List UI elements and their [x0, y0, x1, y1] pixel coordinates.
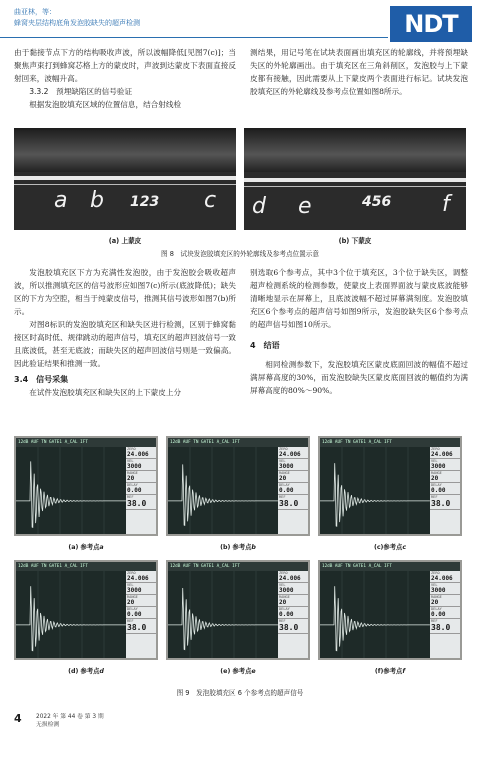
scope-parameter-panel — [126, 571, 156, 658]
echo-trace — [320, 586, 430, 651]
echo-trace — [16, 461, 126, 527]
figure8-subcaption-a: (a) 上蒙皮 — [108, 237, 142, 245]
parameter-value: 38.0 — [278, 623, 308, 634]
ultrasonic-scope-screen — [318, 436, 462, 536]
left-column-middle — [14, 266, 236, 399]
parameter-label: RANGE — [279, 595, 290, 599]
subsection-heading: 3.3.2 预埋缺陷区的信号验证 — [29, 87, 133, 96]
parameter-value: 24.006 — [430, 451, 460, 459]
paragraph: 在试件发泡胶填充区和缺失区的上下蒙皮上分 — [29, 388, 182, 397]
parameter-label: DELAY — [127, 607, 138, 611]
parameter-label: ZERO — [431, 447, 440, 451]
a-scan-waveform — [16, 447, 126, 534]
scope-parameter-panel — [278, 571, 308, 658]
journal-info — [36, 713, 104, 729]
reference-point-letter: e — [251, 668, 256, 675]
scope-status-bar: 12dB AUF TN GATE1 A_CAL IFT — [16, 562, 156, 571]
parameter-value: 0.00 — [278, 487, 308, 495]
reference-point-letter: f — [402, 668, 406, 675]
parameter-value: 38.0 — [126, 499, 156, 510]
scope-status-bar: 12dB AUF TN GATE1 A_CAL IFT — [320, 562, 460, 571]
parameter-label: VEL — [431, 583, 438, 587]
parameter-value: 0.00 — [126, 487, 156, 495]
scope-subcaption: (f)参考点f — [374, 668, 406, 675]
figure8-upper-skin-photo — [14, 128, 236, 230]
parameter-label: VEL — [127, 459, 134, 463]
parameter-value: 24.006 — [278, 451, 308, 459]
scope-status-bar: 12dB AUF TN GATE1 A_CAL IFT — [168, 438, 308, 447]
scope-parameter-panel — [126, 447, 156, 534]
paragraph: 发泡胶填充区下方为充满性发泡胶，由于发泡胶会吸收超声波，所以推测填充区的信号波形应如图7(c)所示(底波降低)；缺失区的下方为空腔，相当于纯蒙皮信号，推测其信号波形如图7(b)所示。 — [14, 268, 236, 316]
parameter-value: 20 — [430, 475, 460, 483]
parameter-label: ZERO — [127, 571, 136, 575]
echo-trace — [16, 586, 126, 651]
marker-label: b — [90, 188, 104, 213]
a-scan-waveform — [320, 571, 430, 658]
scope-parameter-panel — [430, 571, 460, 658]
parameter-label: VEL — [279, 583, 286, 587]
panel-edge — [244, 178, 466, 182]
parameter-value: 3000 — [126, 587, 156, 595]
scope-subcaption: (a) 参考点a — [68, 544, 104, 551]
right-column-middle — [250, 266, 468, 397]
parameter-value: 3000 — [430, 587, 460, 595]
echo-trace — [168, 588, 278, 650]
panel-edge — [14, 176, 236, 180]
scope-subcaption: (b) 参考点b — [220, 544, 256, 551]
scope-status-bar: 12dB AUF TN GATE1 A_CAL IFT — [16, 438, 156, 447]
parameter-value: 20 — [278, 475, 308, 483]
parameter-value: 20 — [126, 599, 156, 607]
parameter-label: REF — [127, 619, 134, 623]
parameter-label: REF — [431, 495, 438, 499]
section-heading: 3.4 信号采集 — [14, 375, 69, 384]
parameter-value: 0.00 — [126, 611, 156, 619]
parameter-label: VEL — [127, 583, 134, 587]
parameter-value: 20 — [278, 599, 308, 607]
parameter-label: DELAY — [431, 483, 442, 487]
parameter-value: 0.00 — [430, 487, 460, 495]
marker-label: c — [204, 188, 217, 213]
a-scan-waveform — [320, 447, 430, 534]
parameter-label: VEL — [279, 459, 286, 463]
reference-point-letter: a — [99, 544, 104, 551]
ultrasonic-scope-screen — [318, 560, 462, 660]
parameter-label: VEL — [431, 459, 438, 463]
parameter-label: REF — [431, 619, 438, 623]
parameter-value: 20 — [126, 475, 156, 483]
echo-trace — [320, 463, 430, 526]
parameter-value: 38.0 — [126, 623, 156, 634]
ultrasonic-scope-screen — [166, 560, 310, 660]
parameter-label: ZERO — [279, 571, 288, 575]
scope-parameter-panel — [278, 447, 308, 534]
reference-point-letter: b — [251, 544, 256, 551]
figure8-lower-skin-photo — [244, 128, 466, 230]
marker-label: e — [298, 194, 312, 219]
header-running-title: 蜂窝夹层结构底角发泡胶缺失的超声检测 — [14, 19, 140, 27]
figure8-caption: 图 8 试块发泡胶填充区的外轮廓线及参考点位置示意 — [161, 250, 319, 258]
ultrasonic-scope-screen — [14, 436, 158, 536]
parameter-label: REF — [127, 495, 134, 499]
panel-edge — [244, 186, 466, 187]
a-scan-waveform — [16, 571, 126, 658]
parameter-label: ZERO — [127, 447, 136, 451]
echo-trace — [168, 464, 278, 525]
paragraph: 对图8标识的发泡胶填充区和缺失区进行检测，区别于蜂窝黏接区时高时低、规律跳动的超声信号，填充区的超声回波信号一致且底波低，甚至无底波；而缺失区的超声回波信号则是一致偏高。因此验证结果和推测一致。 — [14, 320, 236, 368]
paragraph: 相同检测参数下，发泡胶填充区蒙皮底面回波的幅值不超过满屏幕高度的30%，而发泡胶缺失区蒙皮底面回波的幅值约为满屏幕高度的80%～90%。 — [250, 360, 468, 395]
marker-label: 123 — [130, 194, 160, 210]
journal-issue: 2022 年 第 44 卷 第 3 期 — [36, 714, 104, 720]
parameter-value: 38.0 — [430, 623, 460, 634]
parameter-value: 3000 — [126, 463, 156, 471]
marker-label: f — [442, 192, 450, 217]
paragraph: 根据发泡胶填充区域的位置信息，结合射线检 — [29, 100, 182, 109]
parameter-label: ZERO — [431, 571, 440, 575]
scope-status-bar: 12dB AUF TN GATE1 A_CAL IFT — [320, 438, 460, 447]
parameter-value: 24.006 — [126, 575, 156, 583]
header-authors: 曲亚林，等： — [14, 8, 56, 16]
parameter-value: 3000 — [278, 463, 308, 471]
parameter-label: DELAY — [279, 483, 290, 487]
scope-status-bar: 12dB AUF TN GATE1 A_CAL IFT — [168, 562, 308, 571]
scope-subcaption: (d) 参考点d — [68, 668, 104, 675]
a-scan-waveform — [168, 571, 278, 658]
parameter-label: DELAY — [431, 607, 442, 611]
parameter-value: 0.00 — [430, 611, 460, 619]
reference-point-letter: d — [99, 668, 104, 675]
marker-label: d — [252, 194, 266, 219]
marker-label: a — [54, 188, 68, 213]
paragraph: 测结果，用记号笔在试块表面画出填充区的轮廓线，并将预埋缺失区的外轮廓画出。由于填充区在三角斜削区，发泡胶与上下蒙皮都有接触，因此需要从上下蒙皮两个表面进行标记。试块发泡胶填充区的外轮廓线及参考点位置如图8所示。 — [250, 48, 468, 96]
figure9-caption: 图 9 发泡胶填充区 6 个参考点的超声信号 — [176, 689, 304, 697]
page-header — [0, 0, 480, 38]
ultrasonic-scope-screen — [14, 560, 158, 660]
reference-point-letter: c — [402, 544, 407, 551]
marker-label: 456 — [362, 194, 392, 210]
parameter-label: DELAY — [127, 483, 138, 487]
parameter-value: 0.00 — [278, 611, 308, 619]
parameter-label: RANGE — [279, 471, 290, 475]
parameter-value: 24.006 — [278, 575, 308, 583]
parameter-label: DELAY — [279, 607, 290, 611]
paragraph: 别选取6个参考点，其中3个位于填充区，3个位于缺失区，调整超声检测系统的检测参数，使蒙皮上表面界面波与蒙皮底波能够清晰地显示在屏幕上，且底波波幅不超过屏幕满刻度。发泡胶填充区6个参考点的超声信号如图9所示，发泡胶缺失区6个参考点的超声信号如图10所示。 — [250, 268, 468, 329]
left-column-top — [14, 46, 236, 111]
parameter-label: REF — [279, 619, 286, 623]
parameter-label: RANGE — [431, 471, 442, 475]
paragraph: 由于黏接节点下方的结构吸收声波，所以波幅降低[见图7(c)]；当聚焦声束打到蜂窝芯格上方的蒙皮时，声波到达蒙皮下表面直接反射回来，波幅升高。 — [14, 48, 236, 83]
parameter-label: REF — [279, 495, 286, 499]
scope-subcaption: (e) 参考点e — [220, 668, 256, 675]
scope-parameter-panel — [430, 447, 460, 534]
parameter-value: 24.006 — [126, 451, 156, 459]
figure8-subcaption-b: (b) 下蒙皮 — [338, 237, 372, 245]
header-rule — [0, 37, 388, 38]
journal-name: 无损检测 — [36, 722, 60, 728]
scope-subcaption: (c)参考点c — [373, 544, 407, 551]
parameter-value: 3000 — [278, 587, 308, 595]
parameter-label: RANGE — [431, 595, 442, 599]
page-number: 4 — [14, 712, 22, 725]
journal-logo: NDT — [390, 6, 472, 42]
parameter-label: RANGE — [127, 471, 138, 475]
parameter-value: 3000 — [430, 463, 460, 471]
parameter-value: 20 — [430, 599, 460, 607]
parameter-label: ZERO — [279, 447, 288, 451]
parameter-value: 38.0 — [430, 499, 460, 510]
panel-edge — [14, 184, 236, 185]
parameter-value: 24.006 — [430, 575, 460, 583]
ultrasonic-scope-screen — [166, 436, 310, 536]
section-heading: 4 结语 — [250, 341, 280, 350]
right-column-top — [250, 46, 468, 98]
parameter-value: 38.0 — [278, 499, 308, 510]
a-scan-waveform — [168, 447, 278, 534]
parameter-label: RANGE — [127, 595, 138, 599]
